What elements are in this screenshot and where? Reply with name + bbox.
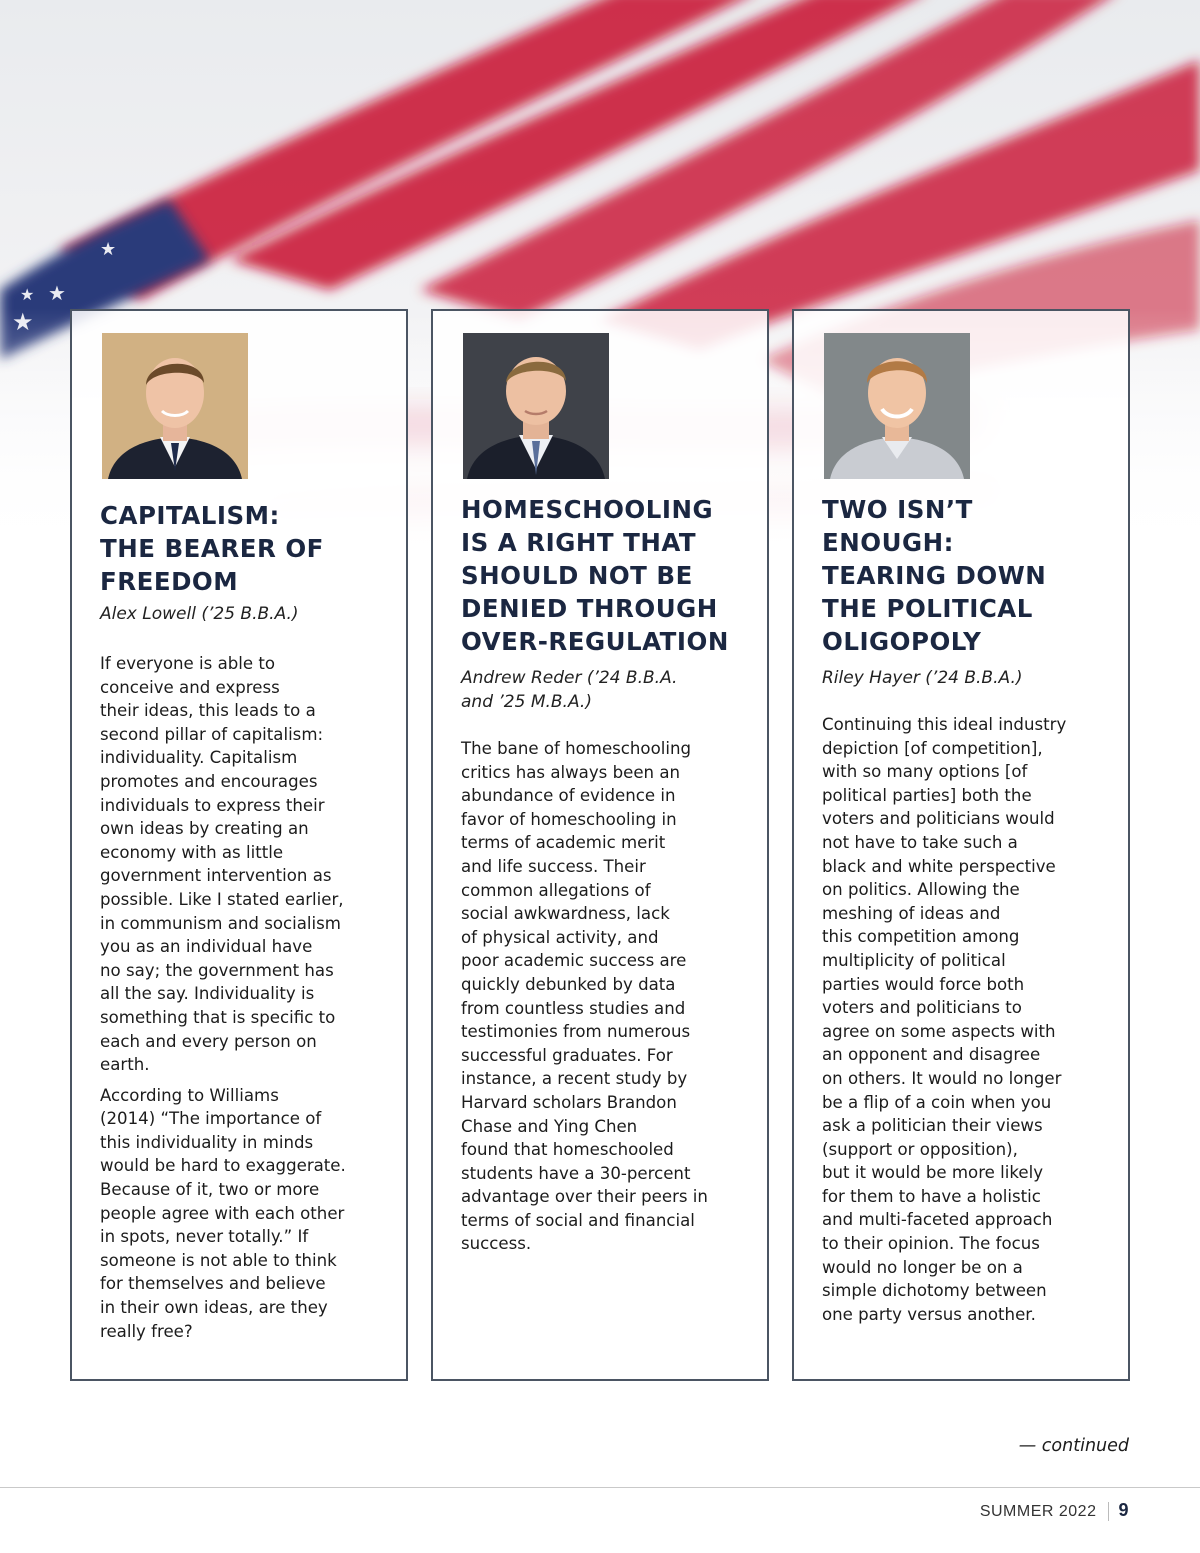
text-line: black and white perspective	[822, 856, 1056, 876]
text-line: each and every person on	[100, 1031, 317, 1051]
text-line: multiplicity of political	[822, 950, 1006, 970]
text-line: second pillar of capitalism:	[100, 724, 324, 744]
text-line: on others. It would no longer	[822, 1068, 1062, 1088]
text-line: favor of homeschooling in	[461, 809, 677, 829]
text-line: Because of it, two or more	[100, 1180, 320, 1200]
heading-line: THE BEARER OF	[100, 534, 324, 563]
author-byline	[461, 666, 751, 714]
text-line: and life success. Their	[461, 856, 646, 876]
continued-note: — continued	[1018, 1436, 1129, 1456]
text-line: testimonies from numerous	[461, 1022, 691, 1042]
text-line: individuality. Capitalism	[100, 748, 298, 768]
byline-line: Andrew Reder (’24 B.B.A.	[461, 668, 678, 688]
text-line: for them to have a holistic	[822, 1186, 1041, 1206]
heading-line: DENIED THROUGH	[461, 594, 718, 623]
page-number: 9	[1118, 1500, 1129, 1520]
text-line: voters and politicians would	[822, 809, 1055, 829]
issue-label: SUMMER 2022	[979, 1503, 1097, 1520]
text-line: for themselves and believe	[100, 1274, 326, 1294]
text-line: not have to take such a	[822, 832, 1018, 852]
text-line: found that homeschooled	[461, 1140, 674, 1160]
heading-line: IS A RIGHT THAT	[461, 528, 697, 557]
author-byline	[100, 602, 390, 626]
text-line: social awkwardness, lack	[461, 904, 670, 924]
text-line: own ideas by creating an	[100, 819, 309, 839]
text-line: an opponent and disagree	[822, 1045, 1041, 1065]
article-heading	[461, 493, 751, 658]
text-line: Harvard scholars Brandon	[461, 1092, 677, 1112]
text-line: no say; the government has	[100, 960, 334, 980]
author-byline	[822, 666, 1112, 690]
article-column-two-isnt-enough	[792, 309, 1130, 1381]
text-line: successful graduates. For	[461, 1045, 673, 1065]
text-line: success.	[461, 1234, 532, 1254]
heading-line: TEARING DOWN	[822, 561, 1047, 590]
article-body	[100, 652, 392, 1350]
byline-line: and ’25 M.B.A.)	[461, 692, 592, 712]
text-line: economy with as little	[100, 842, 284, 862]
text-line: terms of academic merit	[461, 833, 666, 853]
text-line: individuals to express their	[100, 795, 325, 815]
text-line: parties would force both	[822, 974, 1025, 994]
heading-line: TWO ISN’T	[822, 495, 973, 524]
text-line: something that is specific to	[100, 1007, 336, 1027]
text-line: of physical activity, and	[461, 927, 659, 947]
text-line: with so many options [of	[822, 762, 1028, 782]
heading-line: OVER-REGULATION	[461, 627, 729, 656]
text-line: quickly debunked by data	[461, 974, 676, 994]
article-body	[822, 713, 1114, 1333]
text-line: Chase and Ying Chen	[461, 1116, 638, 1136]
text-line: someone is not able to think	[100, 1250, 337, 1270]
page-footer	[980, 1500, 1129, 1521]
text-line: be a flip of a coin when you	[822, 1092, 1052, 1112]
body-paragraph	[461, 737, 753, 1256]
article-heading	[822, 493, 1112, 658]
text-line: Continuing this ideal industry	[822, 715, 1067, 734]
text-line: government intervention as	[100, 866, 332, 886]
text-line: voters and politicians to	[822, 998, 1022, 1018]
byline-line: Alex Lowell (’25 B.B.A.)	[100, 604, 299, 624]
heading-line: SHOULD NOT BE	[461, 561, 693, 590]
text-line: this competition among	[822, 927, 1020, 947]
heading-line: FREEDOM	[100, 567, 239, 596]
text-line: (support or opposition),	[822, 1139, 1018, 1159]
text-line: If everyone is able to	[100, 654, 276, 673]
text-line: possible. Like I stated earlier,	[100, 889, 344, 909]
text-line: people agree with each other	[100, 1203, 345, 1223]
text-line: but it would be more likely	[822, 1163, 1044, 1183]
text-line: their ideas, this leads to a	[100, 701, 316, 721]
text-line: would no longer be on a	[822, 1257, 1023, 1277]
text-line: students have a 30-percent	[461, 1163, 691, 1183]
text-line: ask a politician their views	[822, 1116, 1043, 1136]
text-line: promotes and encourages	[100, 771, 318, 791]
heading-line: HOMESCHOOLING	[461, 495, 714, 524]
text-line: in communism and socialism	[100, 913, 341, 933]
text-line: meshing of ideas and	[822, 903, 1001, 923]
footer-divider	[0, 1487, 1200, 1488]
body-paragraph	[100, 1084, 392, 1344]
article-body	[461, 737, 753, 1263]
author-photo-riley-hayer	[824, 333, 970, 479]
heading-line: ENOUGH:	[822, 528, 954, 557]
text-line: advantage over their peers in	[461, 1187, 708, 1207]
author-photo-alex-lowell	[102, 333, 248, 479]
text-line: earth.	[100, 1055, 150, 1075]
text-line: on politics. Allowing the	[822, 880, 1020, 900]
text-line: poor academic success are	[461, 951, 687, 971]
heading-line: THE POLITICAL	[822, 594, 1033, 623]
text-line: critics has always been an	[461, 762, 681, 782]
text-line: abundance of evidence in	[461, 786, 676, 806]
text-line: from countless studies and	[461, 998, 686, 1018]
text-line: conceive and express	[100, 677, 280, 697]
heading-line: CAPITALISM:	[100, 501, 280, 530]
article-column-capitalism	[70, 309, 408, 1381]
text-line: agree on some aspects with	[822, 1021, 1056, 1041]
heading-line: OLIGOPOLY	[822, 627, 982, 656]
text-line: all the say. Individuality is	[100, 984, 315, 1004]
text-line: The bane of homeschooling	[461, 739, 692, 758]
text-line: really free?	[100, 1321, 193, 1341]
text-line: instance, a recent study by	[461, 1069, 688, 1089]
text-line: political parties] both the	[822, 785, 1032, 805]
body-paragraph	[822, 713, 1114, 1326]
text-line: this individuality in minds	[100, 1132, 314, 1152]
author-photo-andrew-reder	[463, 333, 609, 479]
text-line: terms of social and financial	[461, 1210, 695, 1230]
text-line: simple dichotomy between	[822, 1281, 1047, 1301]
text-line: one party versus another.	[822, 1304, 1036, 1324]
text-line: to their opinion. The focus	[822, 1234, 1040, 1254]
byline-line: Riley Hayer (’24 B.B.A.)	[822, 668, 1023, 688]
text-line: According to Williams	[100, 1085, 279, 1105]
article-column-homeschooling	[431, 309, 769, 1381]
text-line: in their own ideas, are they	[100, 1298, 328, 1318]
article-heading	[100, 499, 390, 598]
text-line: would be hard to exaggerate.	[100, 1156, 346, 1176]
text-line: common allegations of	[461, 880, 651, 900]
text-line: and multi-faceted approach	[822, 1210, 1053, 1230]
body-paragraph	[100, 652, 392, 1077]
text-line: (2014) “The importance of	[100, 1109, 322, 1129]
text-line: depiction [of competition],	[822, 738, 1043, 758]
footer-separator	[1108, 1502, 1109, 1521]
text-line: in spots, never totally.” If	[100, 1227, 309, 1247]
text-line: you as an individual have	[100, 937, 313, 957]
